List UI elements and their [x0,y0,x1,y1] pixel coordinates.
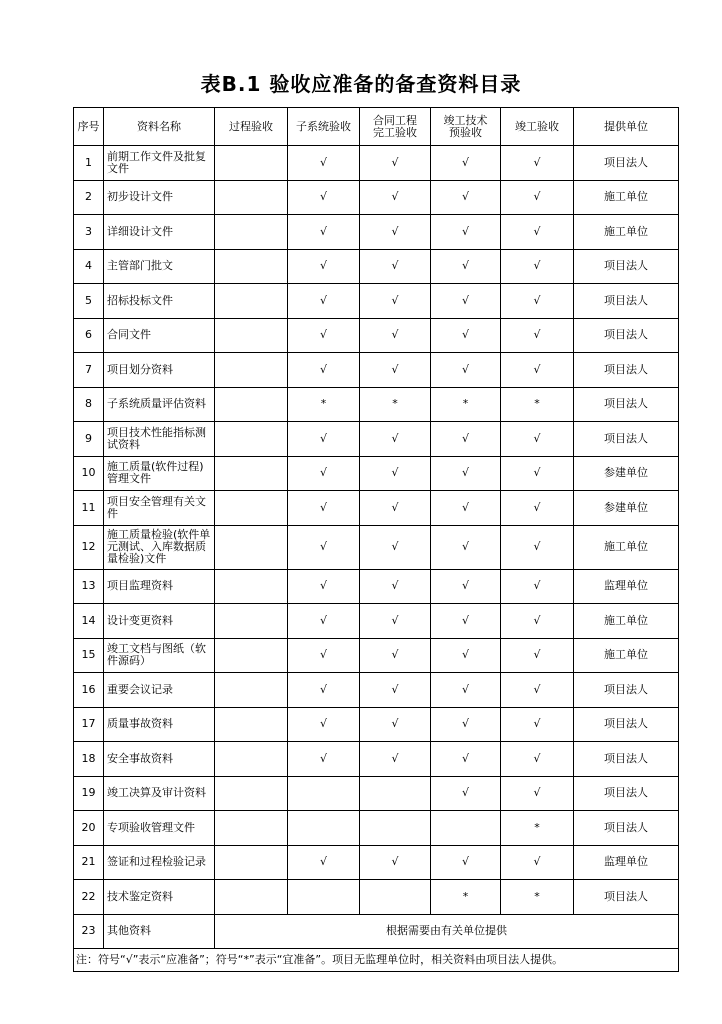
cell-subsystem: √ [288,180,360,215]
cell-no: 15 [74,638,104,673]
table-row [74,284,679,319]
cell-no: 13 [74,569,104,604]
cell-tech [431,811,501,846]
cell-unit: 项目法人 [574,353,679,388]
cell-unit: 施工单位 [574,604,679,639]
cell-no: 4 [74,249,104,284]
cell-unit: 参建单位 [574,491,679,526]
table-row [74,707,679,742]
table-row [74,525,679,569]
table-row [74,491,679,526]
cell-no: 2 [74,180,104,215]
cell-completion: √ [501,215,574,250]
note-row [74,949,679,972]
cell-no: 3 [74,215,104,250]
cell-name: 设计变更资料 [104,604,215,639]
table-row [74,845,679,880]
cell-completion: √ [501,249,574,284]
cell-no: 10 [74,456,104,491]
cell-tech: √ [431,318,501,353]
cell-tech: √ [431,180,501,215]
cell-name: 初步设计文件 [104,180,215,215]
archive-table [73,107,679,972]
cell-tech: √ [431,638,501,673]
cell-name: 施工质量(软件过程)管理文件 [104,456,215,491]
header-tech: 竣工技术预验收 [431,108,501,146]
cell-no: 17 [74,707,104,742]
cell-process [215,422,288,457]
cell-completion: √ [501,707,574,742]
table-row [74,318,679,353]
cell-completion: √ [501,353,574,388]
cell-name: 安全事故资料 [104,742,215,777]
cell-name: 招标投标文件 [104,284,215,319]
cell-name: 质量事故资料 [104,707,215,742]
cell-unit: 项目法人 [574,249,679,284]
header-completion: 竣工验收 [501,108,574,146]
cell-name: 项目安全管理有关文件 [104,491,215,526]
cell-contract: √ [360,456,431,491]
header-no: 序号 [74,108,104,146]
cell-unit: 项目法人 [574,422,679,457]
cell-unit: 项目法人 [574,742,679,777]
cell-tech: √ [431,673,501,708]
table-row [74,422,679,457]
cell-unit: 项目法人 [574,318,679,353]
cell-contract: √ [360,284,431,319]
header-process: 过程验收 [215,108,288,146]
cell-completion: * [501,811,574,846]
cell-subsystem: √ [288,422,360,457]
header-subsystem: 子系统验收 [288,108,360,146]
cell-name: 施工质量检验(软件单元测试、入库数据质量检验)文件 [104,525,215,569]
cell-tech: √ [431,776,501,811]
cell-subsystem: √ [288,742,360,777]
cell-no: 22 [74,880,104,915]
cell-unit: 项目法人 [574,776,679,811]
cell-name: 合同文件 [104,318,215,353]
table-row [74,180,679,215]
cell-completion: √ [501,491,574,526]
cell-completion: √ [501,604,574,639]
cell-process [215,742,288,777]
cell-contract: √ [360,318,431,353]
table-row [74,776,679,811]
cell-subsystem: √ [288,604,360,639]
cell-subsystem: √ [288,215,360,250]
cell-completion: √ [501,776,574,811]
cell-process [215,569,288,604]
cell-contract: √ [360,673,431,708]
cell-no: 5 [74,284,104,319]
cell-contract: √ [360,422,431,457]
cell-name: 竣工文档与图纸（软件源码） [104,638,215,673]
header-contract: 合同工程完工验收 [360,108,431,146]
cell-unit: 项目法人 [574,673,679,708]
cell-contract: √ [360,353,431,388]
cell-contract: √ [360,742,431,777]
cell-tech: √ [431,422,501,457]
table-row [74,604,679,639]
cell-completion: √ [501,284,574,319]
cell-subsystem: √ [288,353,360,388]
cell-name: 项目技术性能指标测试资料 [104,422,215,457]
cell-unit: 项目法人 [574,146,679,181]
cell-subsystem: * [288,387,360,422]
cell-completion: √ [501,146,574,181]
table-row [74,742,679,777]
cell-process [215,776,288,811]
cell-unit: 项目法人 [574,880,679,915]
cell-subsystem: √ [288,146,360,181]
cell-subsystem: √ [288,845,360,880]
cell-contract: √ [360,491,431,526]
cell-tech: √ [431,525,501,569]
cell-no: 23 [74,914,104,949]
cell-process [215,249,288,284]
cell-name: 其他资料 [104,914,215,949]
cell-contract [360,811,431,846]
cell-tech: √ [431,284,501,319]
cell-contract: √ [360,525,431,569]
cell-contract: √ [360,180,431,215]
cell-subsystem: √ [288,638,360,673]
cell-completion: √ [501,318,574,353]
cell-no: 14 [74,604,104,639]
header-unit: 提供单位 [574,108,679,146]
cell-name: 项目监理资料 [104,569,215,604]
cell-subsystem: √ [288,707,360,742]
cell-tech: √ [431,845,501,880]
cell-no: 11 [74,491,104,526]
cell-unit: 施工单位 [574,180,679,215]
cell-unit: 项目法人 [574,707,679,742]
table-row [74,811,679,846]
cell-name: 竣工决算及审计资料 [104,776,215,811]
cell-name: 前期工作文件及批复文件 [104,146,215,181]
cell-no: 21 [74,845,104,880]
cell-tech: √ [431,249,501,284]
cell-completion: √ [501,742,574,777]
cell-subsystem [288,880,360,915]
table-row [74,673,679,708]
cell-no: 16 [74,673,104,708]
cell-unit: 项目法人 [574,284,679,319]
cell-process [215,880,288,915]
table-row [74,638,679,673]
cell-completion: √ [501,845,574,880]
cell-contract: √ [360,707,431,742]
table-row [74,353,679,388]
cell-tech: * [431,387,501,422]
cell-unit: 监理单位 [574,845,679,880]
table-row [74,387,679,422]
table-body [74,146,679,915]
cell-tech: √ [431,604,501,639]
cell-tech: * [431,880,501,915]
cell-tech: √ [431,742,501,777]
cell-process [215,638,288,673]
cell-name: 专项验收管理文件 [104,811,215,846]
cell-subsystem: √ [288,673,360,708]
cell-no: 19 [74,776,104,811]
cell-completion: √ [501,525,574,569]
cell-contract: √ [360,569,431,604]
cell-process [215,318,288,353]
table-row [74,249,679,284]
table-row [74,456,679,491]
cell-process [215,456,288,491]
cell-name: 主管部门批文 [104,249,215,284]
cell-process [215,525,288,569]
table-row [74,914,679,949]
cell-no: 20 [74,811,104,846]
cell-name: 项目划分资料 [104,353,215,388]
table-row [74,146,679,181]
cell-process [215,387,288,422]
cell-unit: 项目法人 [574,811,679,846]
cell-subsystem: √ [288,491,360,526]
cell-completion: √ [501,673,574,708]
cell-tech: √ [431,707,501,742]
table-row [74,569,679,604]
cell-subsystem: √ [288,249,360,284]
cell-tech: √ [431,146,501,181]
cell-name: 签证和过程检验记录 [104,845,215,880]
cell-tech: √ [431,491,501,526]
cell-completion: * [501,880,574,915]
cell-tech: √ [431,569,501,604]
cell-unit: 施工单位 [574,638,679,673]
cell-no: 9 [74,422,104,457]
cell-no: 18 [74,742,104,777]
cell-unit: 项目法人 [574,387,679,422]
page-title: 表B.1 验收应准备的备查资料目录 [200,72,522,96]
cell-tech: √ [431,353,501,388]
cell-process [215,215,288,250]
cell-unit: 施工单位 [574,215,679,250]
cell-subsystem: √ [288,318,360,353]
cell-process [215,284,288,319]
cell-process [215,845,288,880]
cell-subsystem: √ [288,284,360,319]
cell-unit: 参建单位 [574,456,679,491]
cell-subsystem [288,811,360,846]
cell-process [215,180,288,215]
cell-subsystem: √ [288,525,360,569]
cell-no: 1 [74,146,104,181]
footnote: 注：符号“√”表示“应准备”；符号“*”表示“宜准备”。项目无监理单位时，相关资料由项目法人提供。 [74,949,679,972]
cell-contract: √ [360,604,431,639]
cell-completion: √ [501,180,574,215]
cell-no: 7 [74,353,104,388]
cell-name: 子系统质量评估资料 [104,387,215,422]
cell-process [215,491,288,526]
cell-subsystem: √ [288,569,360,604]
cell-name: 详细设计文件 [104,215,215,250]
cell-name: 技术鉴定资料 [104,880,215,915]
cell-contract [360,776,431,811]
cell-completion: √ [501,638,574,673]
cell-tech: √ [431,215,501,250]
cell-contract: * [360,387,431,422]
cell-process [215,146,288,181]
cell-contract: √ [360,845,431,880]
cell-contract [360,880,431,915]
table-row [74,880,679,915]
cell-unit: 监理单位 [574,569,679,604]
cell-contract: √ [360,249,431,284]
cell-contract: √ [360,215,431,250]
cell-completion: √ [501,422,574,457]
cell-subsystem [288,776,360,811]
cell-completion: √ [501,456,574,491]
cell-process [215,353,288,388]
cell-contract: √ [360,638,431,673]
cell-process [215,673,288,708]
cell-process [215,604,288,639]
cell-subsystem: √ [288,456,360,491]
cell-completion: * [501,387,574,422]
table-row [74,215,679,250]
cell-contract: √ [360,146,431,181]
header-name: 资料名称 [104,108,215,146]
cell-no: 12 [74,525,104,569]
cell-process [215,811,288,846]
cell-no: 8 [74,387,104,422]
cell-process [215,707,288,742]
cell-no: 6 [74,318,104,353]
cell-tech: √ [431,456,501,491]
cell-name: 重要会议记录 [104,673,215,708]
header-row [74,108,679,146]
cell-unit: 施工单位 [574,525,679,569]
cell-completion: √ [501,569,574,604]
cell-merged-note: 根据需要由有关单位提供 [215,914,679,949]
